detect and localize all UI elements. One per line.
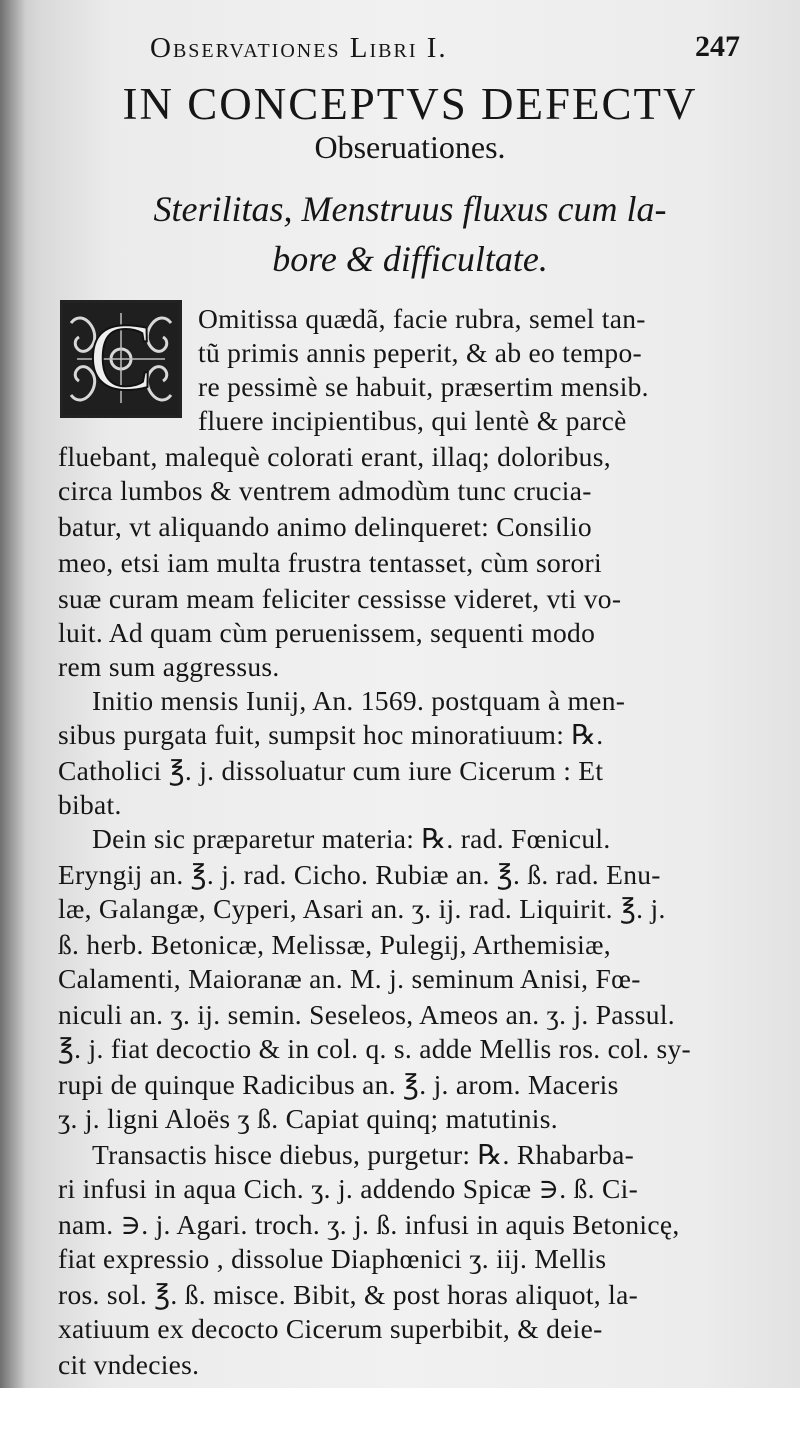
text-line: ß. herb. Betonicæ, Melissæ, Pulegij, Arthemisiæ, (58, 929, 611, 960)
text-line: cit vndecies. (58, 1349, 200, 1380)
text-line: circa lumbos & ventrem admodùm tunc crucia- (58, 475, 592, 506)
text-line: meo, etsi iam multa frustra tentasset, cùm sorori (58, 547, 602, 578)
text-line: ros. sol. ℥. ß. misce. Bibit, & post horas aliquot, la- (58, 1279, 639, 1310)
initial-letter: C (88, 303, 154, 410)
text-line: fiat expressio , dissolue Diaphœnici ʒ. iij. Mellis (58, 1243, 607, 1274)
section-title (60, 184, 760, 284)
text-line: batur, vt aliquando animo delinqueret: Consilio (58, 511, 592, 542)
chapter-title: IN CONCEPTVS DEFECTV (122, 79, 698, 129)
text-line: Initio mensis Iunij, An. 1569. postquam à men- (92, 685, 626, 716)
text-line: luit. Ad quam cùm peruenissem, sequenti modo (58, 617, 596, 648)
text-line: Catholici ℥. j. dissoluatur cum iure Cicerum : Et (58, 755, 604, 786)
text-line: re pessimè se habuit, præsertim mensib. (198, 371, 649, 402)
text-line: sibus purgata fuit, sumpsit hoc minoratiuum: ℞. (58, 719, 604, 750)
running-head (150, 30, 740, 76)
page-number: 247 (695, 30, 740, 63)
text-line: rupi de quinque Radicibus an. ℥. j. arom. Maceris (58, 1069, 619, 1100)
text-line: ℥. j. fiat decoctio & in col. q. s. adde Mellis ros. col. sy- (58, 1033, 691, 1064)
text-line: xatiuum ex decocto Cicerum superbibit, & deie- (58, 1313, 603, 1344)
text-line: niculi an. ʒ. ij. semin. Seseleos, Ameos an. ʒ. j. Passul. (58, 999, 675, 1030)
text-line: læ, Galangæ, Cyperi, Asari an. ʒ. ij. rad. Liquirit. ℥. j. (58, 893, 666, 924)
text-line: ʒ. j. ligni Aloës ʒ ß. Capiat quinq; matutinis. (58, 1103, 558, 1134)
text-line: Calamenti, Maioranæ an. M. j. seminum Anisi, Fœ- (58, 963, 641, 994)
ornament-icon (63, 303, 179, 415)
chapter-subtitle: Obseruationes. (314, 129, 506, 165)
text-line: fluebant, malequè colorati erant, illaq; doloribus, (58, 441, 611, 472)
text-line: Transactis hisce diebus, purgetur: ℞. Rhabarba- (92, 1139, 635, 1170)
section-title-line-2: bore & difficultate. (272, 239, 548, 279)
text-line: rem sum aggressus. (58, 651, 280, 682)
decorated-initial (60, 300, 182, 418)
text-line: Eryngij an. ℥. j. rad. Cicho. Rubiæ an. ℥. ß. rad. Enu- (58, 859, 661, 890)
text-line: fluere incipientibus, qui lentè & parcè (198, 405, 627, 436)
text-line: bibat. (58, 789, 122, 820)
text-line: tũ primis annis peperit, & ab eo tempo- (198, 337, 642, 368)
page-gutter-shadow (0, 0, 26, 1448)
text-line: Omitissa quædã, facie rubra, semel tan- (198, 303, 646, 334)
text-line: Dein sic præparetur materia: ℞. rad. Fœnicul. (92, 823, 611, 854)
section-title-line-1: Sterilitas, Menstruus fluxus cum la- (153, 189, 667, 229)
text-line: ri infusi in aqua Cich. ʒ. j. addendo Spicæ ∋. ß. Ci- (58, 1173, 639, 1204)
page-bottom-margin (0, 1388, 800, 1448)
running-title: Observationes Libri I. (150, 32, 448, 64)
text-line: nam. ∋. j. Agari. troch. ʒ. j. ß. infusi in aquis Betonicę, (58, 1209, 680, 1240)
text-line: suæ curam meam feliciter cessisse videret, vti vo- (58, 583, 622, 614)
